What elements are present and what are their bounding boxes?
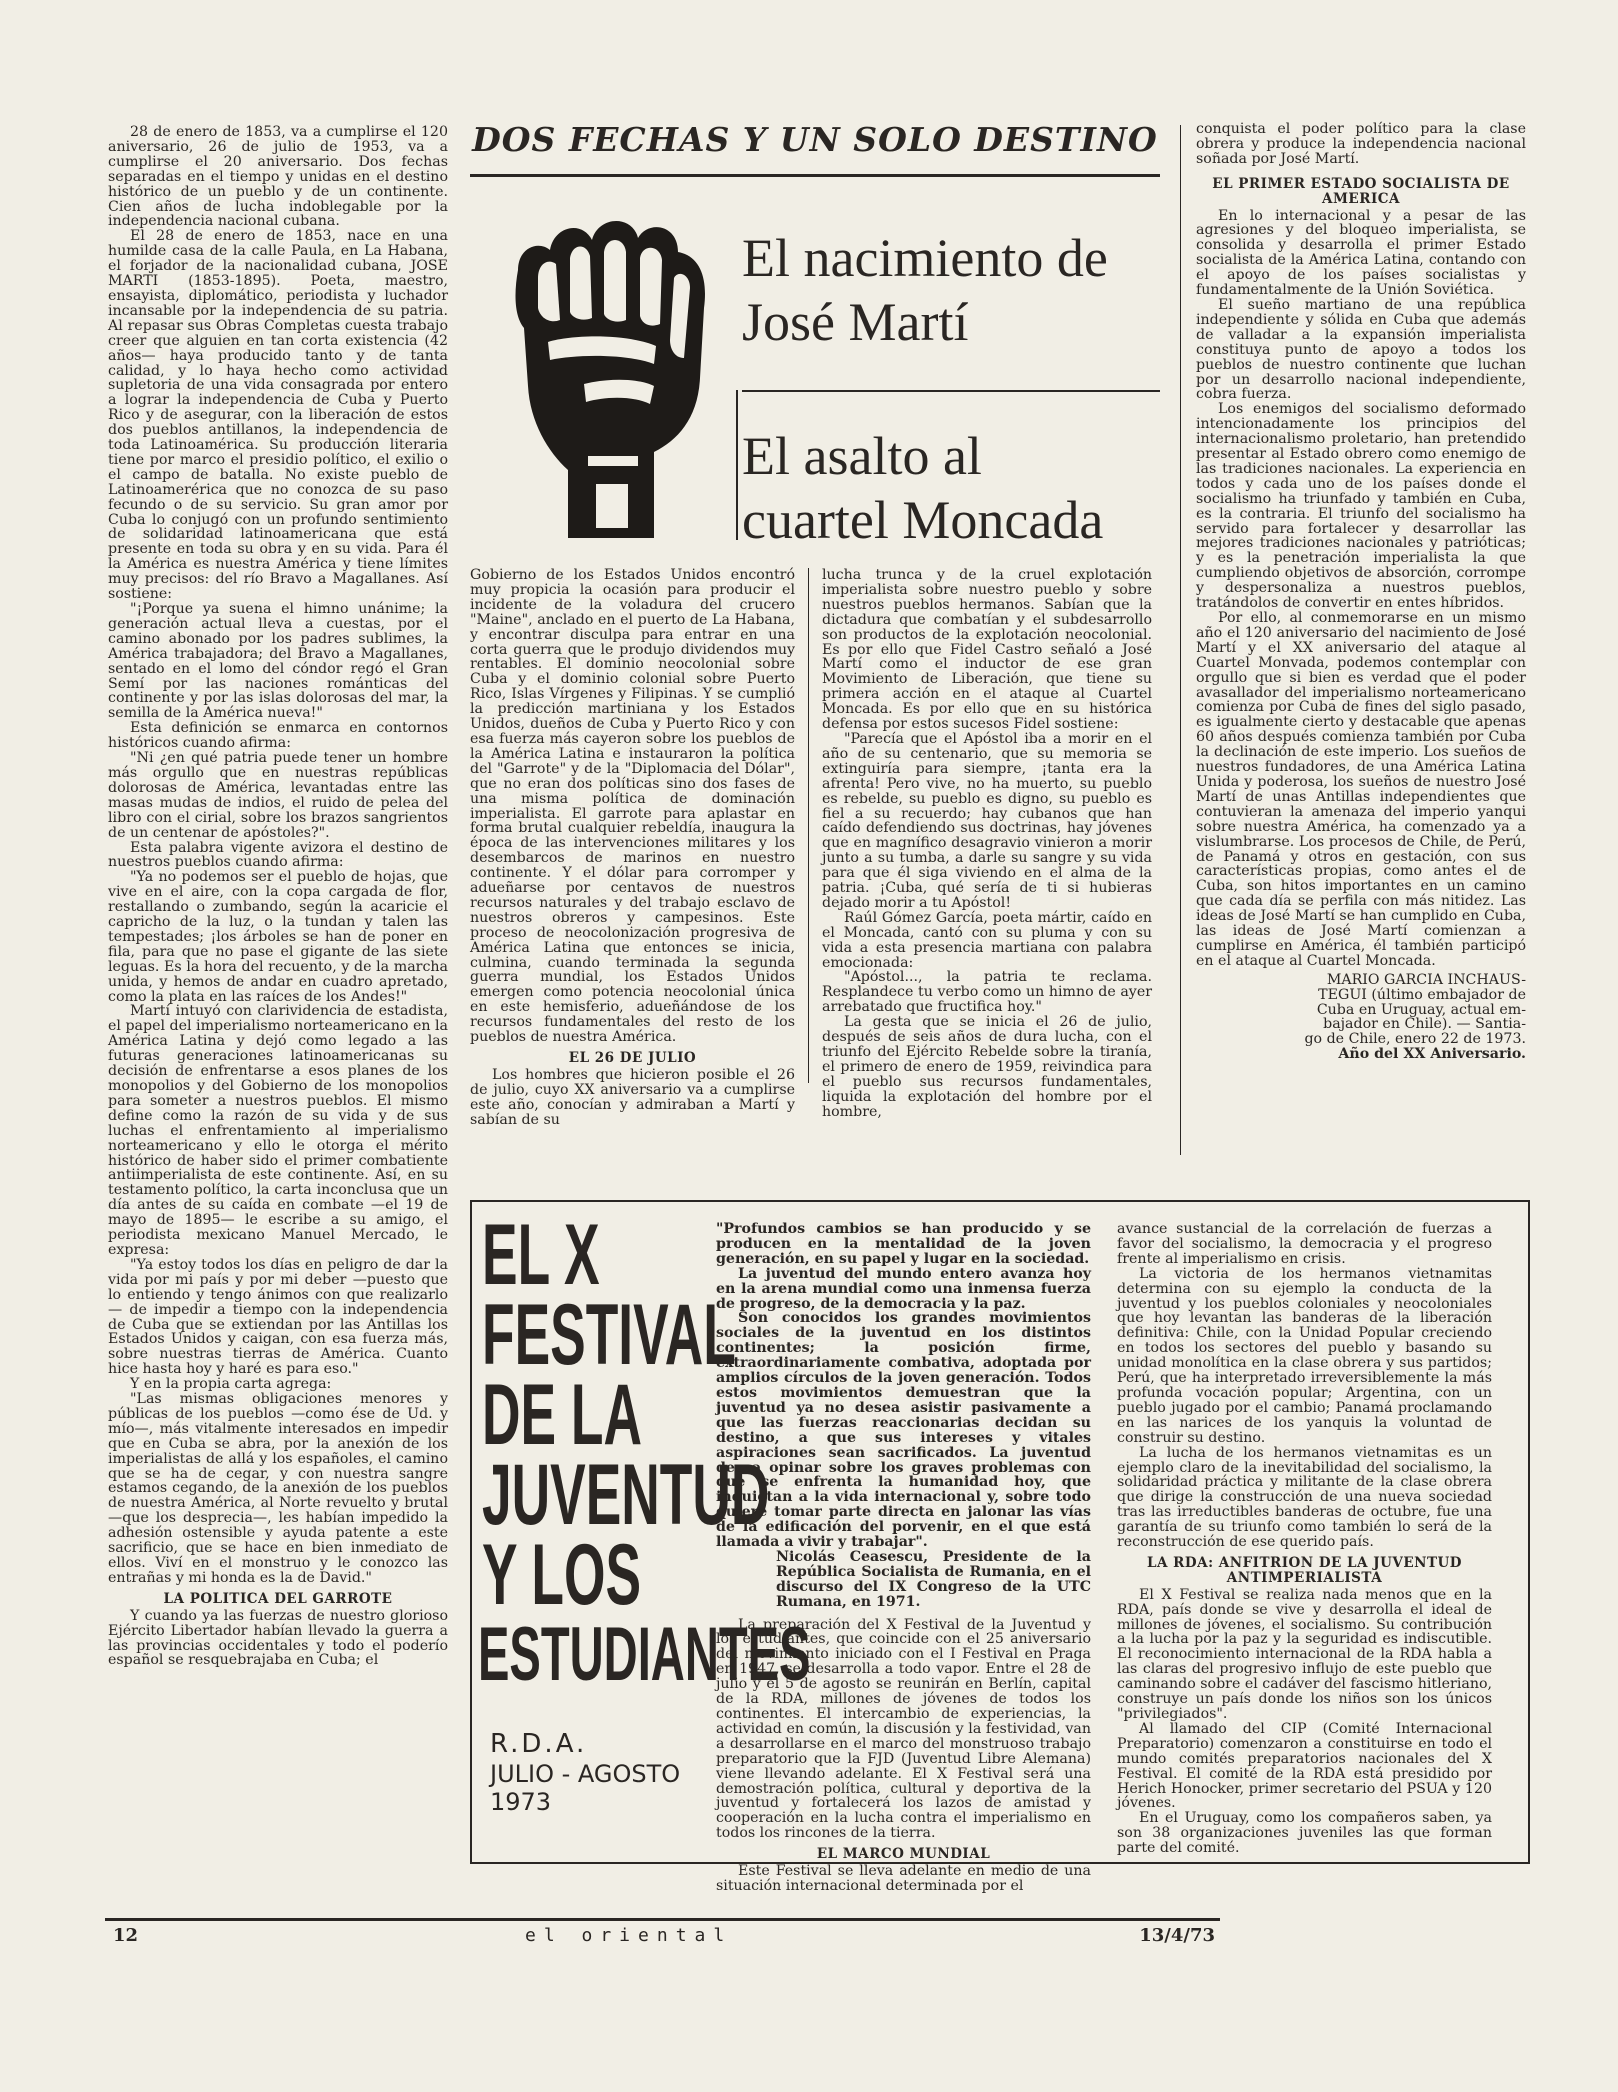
article2-title-line: cuartel Moncada [742,490,1104,550]
article-box-left-border [736,390,738,540]
festival-year: 1973 [490,1788,552,1816]
headline-rule [470,174,1160,177]
signature-line: Año del XX Aniversario. [1338,1046,1526,1063]
paragraph: Este Festival se lleva adelante en medio de una situación internacional determinada por el [716,1863,1091,1894]
subheading-26-julio: EL 26 DE JULIO [568,1050,697,1066]
paragraph: Esta palabra vigente avizora el destino de nuestros pueblos cuando afirma: [108,839,448,871]
festival-country: R.D.A. [490,1729,588,1759]
paragraph: El sueño martiano de una república independiente y sólida en Cuba que además de valladar a la expansión imperialista constituya punto de apoyo a todos los pueblos de nuestro continente que luchan por un desarrollo nacional independiente, cobra fuerza. [1196,296,1526,403]
paragraph: conquista el poder político para la clase obrera y produce la independencia nacional soñada por José Martí. [1196,121,1526,167]
festival-box-top [470,1200,1530,1202]
paragraph: Gobierno de los Estados Unidos encontró muy propicia la ocasión para producir el incidente de la voladura del crucero "Maine", anclado en el puerto de La Habana, y encontrar disculpa para entrar en una corta guerra que le produjo dividendos muy rentables. El dominio neocolonial sobre Cuba y el dominio colonial sobre Puerto Rico, Islas Vírgenes y Filipinas. Y se cumplió la predicción martiniana y los Estados Unidos, dueños de Cuba y Puerto Rico y con esa fuerza más cayeron sobre los pueblos de la América Latina e instauraron la política del "Garrote" y de la "Diplomacia del Dólar", que no eran dos políticas sino dos fases de una misma política de dominación imperialista. El garrote para aplastar en forma brutal cualquier rebeldía, inaugura la época de las intervenciones militares y los desembarcos de marinos en nuestro continente. Y el dólar para corromper y adueñarse por centavos de nuestros recursos naturales y del trabajo esclavo de nuestros obreros y campesinos. Este proceso de neocolonización progresiva de América Latina que entonces se inicia, culmina, cuando terminada la segunda guerra mundial, los Estados Unidos emergen como potencia neocolonial única en este hemisferio, adueñándose de los recursos fundamentales del resto de los pueblos de nuestra América. [470,567,795,1046]
column-middle-1 [470,568,795,1128]
quote: "Apóstol..., la patria te reclama. Resplandece tu verbo como un himno de ayer arrebatado que fructifica hoy." [822,969,1152,1016]
subheading-garrote: LA POLITICA DEL GARROTE [163,1590,393,1607]
newspaper-name: el oriental [525,1925,733,1946]
signature-line: Cuba en Uruguay, actual em- [1316,1001,1526,1018]
quote: "Profundos cambios se han producido y se producen en la mentalidad de la joven generación, en su papel y lugar en la sociedad. [716,1221,1091,1267]
article1-title-line: José Martí [742,292,969,352]
festival-title-block [470,1207,811,1815]
paragraph: Los enemigos del socialismo deformado intencionadamente los principios del internacionalismo proletario, han pretendido presentar al Estado obrero como enemigo de las tradiciones nacionales. La experiencia en todos y cada uno de los países donde el socialismo ha triunfado y también en Cuba, es la contraria. El triunfo del socialismo ha servido para fortalecer y desarrollar las mejores tradiciones nacionales y patrióticas; y es la penetración imperialista la que cumpliendo objetivos de absorción, corrompe y despersonaliza a nuestros pueblos, tratándolos de convertir en entes híbridos. [1196,401,1526,612]
paragraph: Y en la propia carta agrega: [130,1376,332,1393]
festival-foot [490,1728,730,1816]
column-left [108,125,448,1668]
festival-title-word: JUVENTUD [482,1447,770,1543]
page-number: 12 [113,1925,139,1946]
quote: Son conocidos los grandes movimientos sociales de la juventud en los distintos continentes; la posición firme, extraordinariamente combativa, adoptada por amplios círculos de la joven generación. Todos estos movimientos demuestran que la juventud ya no desea asistir pasivamente a que las fuerzas reaccionarias decidan su destino, a que sus intereses y vitales aspiraciones sean sacrificados. La juventud desea opinar sobre los graves problemas con que se enfrenta la humanidad hoy, que inquietan a la vida internacional y, sobre todo quiere tomar parte directa en jalonar las vías de la edificación del porvenir, en el que está llamada a vivir y trabajar". [716,1310,1091,1551]
festival-title-word: Y LOS [482,1527,642,1623]
quote: "Las mismas obligaciones menores y públicas de los pueblos —como ése de Ud. y mío—, más vitalmente interesados en impedir que en Cuba se abra, por la anexión de los imperialistas de allá y los españoles, el camino que se ha de cegar, y con nuestra sangre estamos cegando, de la anexión de los pueblos de nuestra América, al Norte revuelto y brutal —que los desprecia—, les habían impedido la adhesión ostensible y ayuda patente a este sacrificio, que se hace en bien inmediato de ellos. Viví en el monstruo y le conozco las entrañas y mi honda es la de David." [108,1391,448,1586]
paragraph: Y cuando ya las fuerzas de nuestro glorioso Ejército Libertador habían llevado la guerra a las provincias occidentales y todo el poderío español se resquebrajaba en Cuba; el [108,1607,448,1669]
title-divider [742,390,1160,392]
article1-title-line: El nacimiento de [742,228,1108,288]
article1-title [742,226,1162,354]
paragraph: lucha trunca y de la cruel explotación imperialista sobre nuestro pueblo y sobre nuestros pueblos hermanos. Sabían que la dictadura que combatían y el subdesarrollo son productos de la explotación neocolonial. Es por ello que Fidel Castro señaló a José Martí como el inductor de ese gran Movimiento de Liberación, que tiene su primera acción en el ataque al Cuartel Moncada. Es por ello que en su histórica defensa por estos sucesos Fidel sostiene: [822,567,1152,733]
festival-title-word: DE LA [482,1367,642,1463]
article2-title [742,424,1162,552]
paragraph: Los hombres que hicieron posible el 26 de julio, cuyo XX aniversario va a cumplirse este año, conocían y admiraban a Martí y sabían de su [470,1066,795,1128]
paragraph: Martí intuyó con clarividencia de estadista, el papel del imperialismo norteamericano en la América Latina y dejó como legado a las futuras generaciones latinoamericanas su decisión de enfrentarse a esos planes de los monopolios y del Gobierno de los monopolios para someter a nuestros pueblos. El mismo define como la razón de su vida y de sus luchas el enfrentamiento al imperialismo norteamericano y ello le otorga el mérito histórico de haber sido el primer combatiente antiimperialista de este continente. Así, en su testamento político, la carta inconclusa que un día antes de su caída en combate —el 19 de mayo de 1895— le escribe a su amigo, el periodista mexicano Manuel Mercado, le expresa: [108,1003,448,1258]
quote: "¡Porque ya suena el himno unánime; la generación actual lleva a cuestas, por el camino abonado por los padres sublimes, la América trabajadora; del Bravo a Magallanes, sentado en el lomo del cóndor regó el Gran Semí por las naciones románticas del continente y por las islas dolorosas del mar, la semilla de la América nueva!" [108,601,448,722]
paragraph: avance sustancial de la correlación de fuerzas a favor del socialismo, la democracia y el progreso frente al imperialismo en crisis. [1117,1221,1492,1267]
article2-title-line: El asalto al [742,426,982,486]
headline: DOS FECHAS Y UN SOLO DESTINO [472,120,1158,159]
festival-box-right [1528,1200,1530,1864]
paragraph: El 28 de enero de 1853, nace en una humilde casa de la calle Paula, en La Habana, el forjador de la nacionalidad cubana, JOSE MARTI (1853-1895). Poeta, maestro, ensayista, diplomático, periodista y luchador incansable por la independencia de su patria. Al repasar sus Obras Completas cuesta trabajo creer que alguien en tan corta existencia (42 años— haya producido tanto y de tanta calidad, y lo haya hecho como actividad supletoria de una vida consagrada por entero a lograr la independencia de Cuba y Puerto Rico y de asegurar, con la liberación de estos dos pueblos antillanos, la independencia de toda Latinoamérica. Su producción literaria tiene por marco el presidio político, el exilio o el campo de batalla. No existe pueblo de Latinoamerérica que no conozca de su paso fecundo o de su servicio. Su gran amor por Cuba lo conjugó con un profundo sentimiento de solidaridad latinoamericana que está presente en toda su obra y en su vida. Para él la América es nuestra América y tiene límites muy precisos: del río Bravo a Magallanes. Así sostiene: [108,228,448,603]
festival-title-word: FESTIVAL [482,1287,736,1383]
quote: "Ya estoy todos los días en peligro de dar la vida por mi país y por mi deber —puesto que lo entiendo y tengo ánimos con que realizarlo— de impedir a tiempo con la independencia de Cuba que se extiendan por las Antillas los Estados Unidos y caigan, con esa fuerza más, sobre nuestras tierras de América. Cuanto hice hasta hoy y haré es para eso." [108,1256,448,1378]
column-divider [808,568,809,1083]
festival-column-1 [716,1222,1091,1894]
subheading-rda: LA RDA: ANFITRION DE LA JUVENTUD ANTIMPERIALISTA [1147,1554,1462,1586]
quote: "Ya no podemos ser el pueblo de hojas, que vive en el aire, con la copa cargada de flor, restallando o zumbando, según la acaricie el capricho de la luz, o la tundan y talen las tempestades; ¡los árboles se han de poner en fila, para que no pase el gigante de las siete leguas. Es la hora del recuento, y de la marcha unida, y hemos de andar en cuadro apretado, como la plata en las raíces de los Andes!" [108,869,448,1005]
signature-line: MARIO GARCIA INCHAUS- [1326,971,1526,988]
festival-dates: JULIO - AGOSTO [490,1760,681,1788]
festival-title-word: ESTUDIANTES [478,1612,811,1697]
footer-rule [105,1918,1220,1921]
paragraph: Esta definición se enmarca en contornos históricos cuando afirma: [108,720,448,752]
quote-attribution: Nicolás Ceasescu, Presidente de la República Socialista de Rumania, en el discurso del IX Congreso de la UTC Rumana, en 1971. [776,1548,1091,1610]
paragraph: En lo internacional y a pesar de las agresiones y del bloqueo imperialista, se consolida y desarrolla el primer Estado socialista de la América Latina, contando con el apoyo de los países socialistas y fundamentalmente de la Unión Soviética. [1196,207,1526,299]
festival-column-2 [1117,1222,1492,1856]
paragraph: Al llamado del CIP (Comité Internacional Preparatorio) comenzaron a constituirse en todo el mundo comités preparatorios nacionales del X Festival. El comité de la RDA está presidido por Herich Honocker, primer secretario del PSUA y 120 jóvenes. [1117,1720,1492,1812]
subheading-marco: EL MARCO MUNDIAL [816,1846,991,1863]
paragraph: En el Uruguay, como los compañeros saben, ya son 38 organizaciones juveniles las que forman parte del comité. [1117,1810,1492,1857]
paragraph: La lucha de los hermanos vietnamitas es un ejemplo claro de la inevitabilidad del socialismo, la solidaridad práctica y militante de la clase obrera que dirige la construcción de una nueva sociedad tras las irreductibles banderas de octubre, fue una garantía de su triunfo como también lo será de la reconstrucción de ese querido país. [1117,1444,1492,1551]
column-middle-2 [822,568,1152,1120]
quote: "Ni ¿en qué patria puede tener un hombre más orgullo que en nuestras repúblicas dolorosas de América, levantadas entre las masas mudas de indios, el ruido de pelea del libro con el cirial, sobre los brazos sangrientos de un centenar de apóstoles?". [108,750,448,841]
paragraph: Por ello, al conmemorarse en un mismo año el 120 aniversario del nacimiento de José Martí y el XX aniversario del ataque al Cuartel Monvada, podemos contemplar con orgullo que si bien es verdad que el poder avasallador del imperialismo norteamericano comienza por Cuba de fines del siglo pasado, es igualmente cierto y destacable que apenas 60 años después comienza también por Cuba la declinación de este imperio. Los sueños de nuestros fundadores, de una América Latina Unida y poderosa, los sueños de nuestro José Martí de unas Antillas independientes que contuvieran la amenaza del imperio yanqui sobre nuestra América, ha comenzado ya a vislumbrarse. Los procesos de Chile, de Perú, de Panamá y otros en gestación, con sus características propias, como antes el de Cuba, son hitos importantes en un camino que cada día se perfila con más nitidez. Las ideas de José Martí se han cumplido en Cuba, las ideas de José Martí comienzan a cumplirse en América, él también participó en el ataque al Cuartel Moncada. [1196,610,1526,969]
column-divider [1180,125,1181,1155]
quote: La juventud del mundo entero avanza hoy en la arena mundial como una inmensa fuerza de progreso, de la democracia y la paz. [716,1265,1091,1312]
signature-line: bajador en Chile). — Santia- [1323,1016,1526,1033]
author-signature [1196,973,1526,1062]
column-right [1196,122,1526,1062]
signature-line: TEGUI (último embajador de [1318,986,1526,1003]
paragraph: La preparación del X Festival de la Juventud y los estudiantes, que coincide con el 25 aniversario del movimiento iniciado con el I Festival en Praga en 1947, se desarrolla a todo vapor. Entre el 28 de julio y el 5 de agosto se reunirán en Berlín, capital de la RDA, millones de jóvenes de todos los continentes. El intercambio de experiencias, la actividad en común, la discusión y la festividad, van a desarrollarse en el marco del monstruoso trabajo preparatorio que la FJD (Juventud Libre Alemana) viene llevando adelante. El X Festival será una demostración política, cultural y deportiva de la juventud y fortalecerá los lazos de amistad y cooperación en la lucha contra el imperialismo en todos los rincones de la tierra. [716,1616,1091,1842]
paragraph: 28 de enero de 1853, va a cumplirse el 120 aniversario, 26 de julio de 1953, va a cumplirse el 20 aniversario. Dos fechas separadas en el tiempo y unidas en el destino histórico de un pueblo y de un continente. Cien años de lucha indoblegable por la independencia nacional cubana. [108,124,448,230]
issue-date: 13/4/73 [1139,1925,1215,1946]
raised-fist-illustration [478,208,724,538]
page-footer [105,1925,1215,1949]
festival-title-word: EL X [482,1207,600,1303]
quote: "Parecía que el Apóstol iba a morir en el año de su centenario, que su memoria se extinguiría para siempre, ¡tanta era la afrenta! Pero vive, no ha muerto, su pueblo es rebelde, su pueblo es digno, su pueblo es fiel a su recuerdo; hay cubanos que han caído defendiendo sus doctrinas, hay jóvenes que en magnífico desagravio vinieron a morir junto a su tumba, a darle su sangre y su vida para que él siga viviendo en el alma de la patria. ¡Cuba, qué sería de ti si hubieras dejado morir a tu Apóstol! [822,730,1152,911]
subheading-estado: EL PRIMER ESTADO SOCIALISTA DE AMERICA [1212,175,1510,207]
signature-line: go de Chile, enero 22 de 1973. [1304,1031,1526,1048]
paragraph: La gesta que se inicia el 26 de julio, después de seis años de dura lucha, con el triunfo del Ejército Rebelde sobre la tiranía, el primero de enero de 1959, reivindica para el pueblo sus recursos fundamentales, liquida la explotación del hombre por el hombre, [822,1014,1152,1120]
paragraph: Raúl Gómez García, poeta mártir, caído en el Moncada, cantó con su pluma y con su vida a esta presencia martiana con palabra emocionada: [822,909,1152,971]
paragraph: La victoria de los hermanos vietnamitas determina con su ejemplo la conducta de la juventud y los pueblos coloniales y neocoloniales que hoy levantan las banderas de la liberación definitiva: Chile, con la Unidad Popular creciendo en todos los sectores del pueblo y basando su unidad monolítica en la clase obrera y sus partidos; Perú, que ha interpretado irreversiblemente la más profunda vocación popular; Argentina, con un pueblo jugado por el cambio; Panamá proclamando en las narices de los yanquis la voluntad de construir su destino. [1117,1265,1492,1446]
paragraph: El X Festival se realiza nada menos que en la RDA, país donde se vive y desarrolla el ideal de millones de jóvenes, el socialismo. Su contribución a la lucha por la paz y la seguridad es indiscutible. El reconocimiento internacional de la RDA habla a las claras del progresivo influjo de este pueblo que caminando sobre el cadáver del fascismo hitleriano, construye un país donde los niños son los únicos "privilegiados". [1117,1586,1493,1722]
